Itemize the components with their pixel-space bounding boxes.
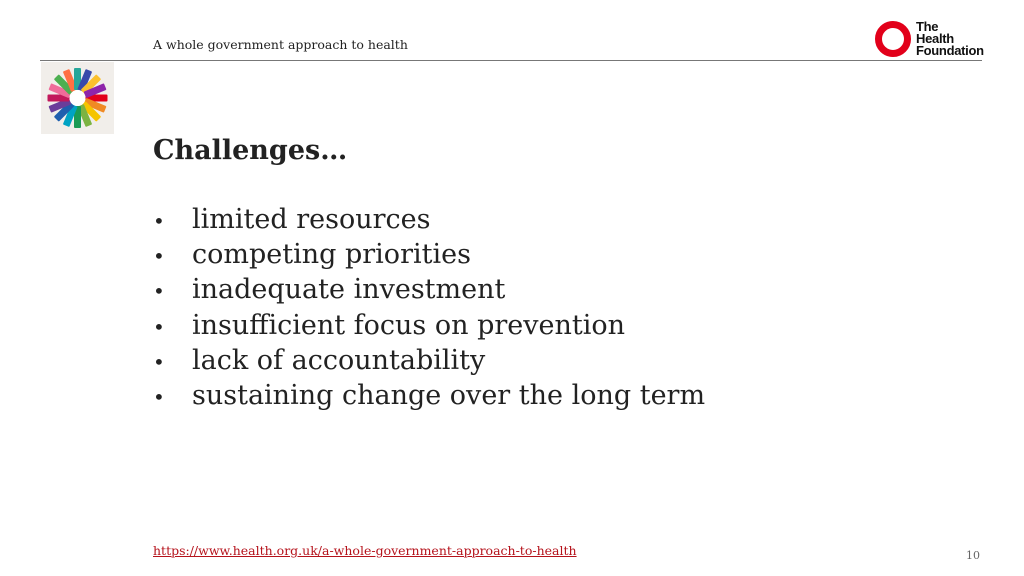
list-item: • competing priorities <box>153 238 705 273</box>
health-foundation-logo <box>875 20 984 58</box>
bullet-icon: • <box>153 349 165 374</box>
bullet-icon: • <box>153 385 165 410</box>
logo-line: Foundation <box>916 43 984 58</box>
logo-line: Health <box>916 31 954 46</box>
list-item: • lack of accountability <box>153 344 705 379</box>
bullet-icon: • <box>153 244 165 269</box>
header-divider <box>40 60 982 61</box>
challenge-list <box>153 203 705 414</box>
slide-title: Challenges… <box>153 135 348 166</box>
colour-burst-icon <box>41 62 114 134</box>
bullet-icon: • <box>153 209 165 233</box>
logo-line: The <box>916 19 939 34</box>
list-item: • limited resources <box>153 203 705 238</box>
list-item: • insufficient focus on prevention <box>153 309 705 344</box>
logo-text <box>916 21 984 57</box>
list-item: • sustaining change over the long term <box>153 379 705 414</box>
logo-ring-icon <box>875 21 911 57</box>
bullet-icon: • <box>153 279 165 304</box>
header-title: A whole government approach to health <box>153 37 408 52</box>
bullet-icon: • <box>153 314 165 339</box>
list-item: • inadequate investment <box>153 273 705 308</box>
page-number: 10 <box>966 549 980 562</box>
source-link[interactable]: https://www.health.org.uk/a-whole-government-approach-to-health <box>153 543 577 558</box>
burst-center <box>70 90 86 106</box>
